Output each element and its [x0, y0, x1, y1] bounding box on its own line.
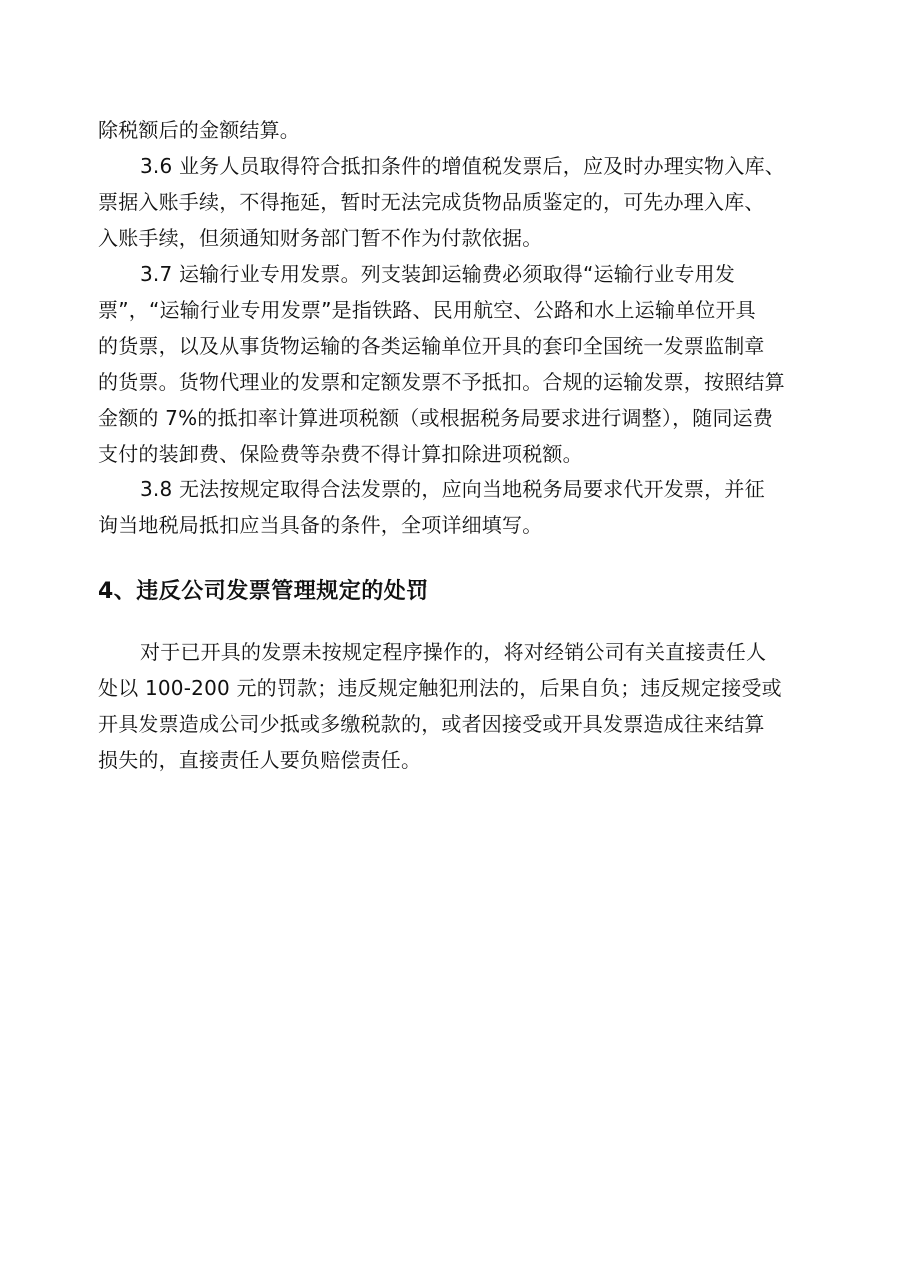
paragraph-line: 票”，“运输行业专用发票”是指铁路、民用航空、公路和水上运输单位开具 [98, 298, 756, 322]
penalty-paragraph-line: 处以 100-200 元的罚款；违反规定触犯刑法的，后果自负；违反规定接受或 [98, 676, 782, 700]
penalty-paragraph-line: 损失的，直接责任人要负赔偿责任。 [98, 748, 422, 772]
paragraph-3-6-line: 3.6 业务人员取得符合抵扣条件的增值税发票后，应及时办理实物入库、 [140, 154, 785, 178]
paragraph-line: 询当地税局抵扣应当具备的条件，全项详细填写。 [98, 513, 543, 537]
paragraph-line: 票据入账手续，不得拖延，暂时无法完成货物品质鉴定的，可先办理入库、 [98, 190, 765, 214]
paragraph-line: 的货票。货物代理业的发票和定额发票不予抵扣。合规的运输发票，按照结算 [98, 370, 785, 394]
penalty-paragraph-line: 开具发票造成公司少抵或多缴税款的，或者因接受或开具发票造成往来结算 [98, 712, 765, 736]
paragraph-line: 的货票，以及从事货物运输的各类运输单位开具的套印全国统一发票监制章 [98, 334, 765, 358]
paragraph-3-7-line: 3.7 运输行业专用发票。列支装卸运输费必须取得“运输行业专用发 [140, 262, 735, 286]
paragraph-line: 入账手续，但须通知财务部门暂不作为付款依据。 [98, 226, 543, 250]
paragraph-line: 支付的装卸费、保险费等杂费不得计算扣除进项税额。 [98, 442, 583, 466]
paragraph-line: 金额的 7%的抵扣率计算进项税额（或根据税务局要求进行调整），随同运费 [98, 406, 774, 430]
paragraph-3-8-line: 3.8 无法按规定取得合法发票的，应向当地税务局要求代开发票，并征 [140, 477, 765, 501]
paragraph-line: 除税额后的金额结算。 [98, 118, 300, 142]
section-4-heading: 4、违反公司发票管理规定的处罚 [98, 579, 429, 604]
penalty-paragraph-line: 对于已开具的发票未按规定程序操作的，将对经销公司有关直接责任人 [140, 640, 767, 664]
